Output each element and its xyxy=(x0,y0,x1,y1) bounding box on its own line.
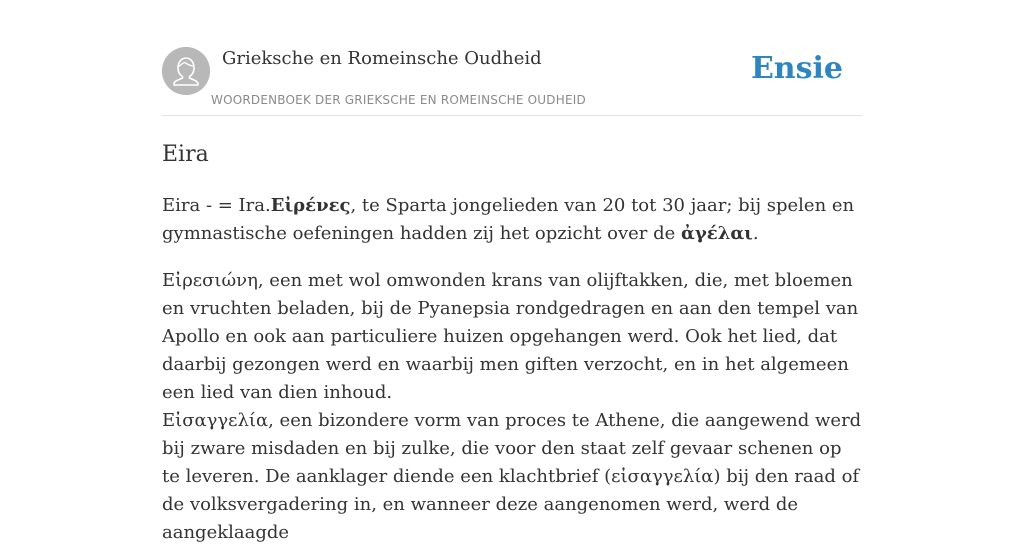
source-title[interactable]: Grieksche en Romeinsche Oudheid xyxy=(222,48,542,69)
user-avatar-icon[interactable] xyxy=(162,47,210,95)
entry-paragraph-2: Εἰρεσιώνη, een met wol omwonden krans van olijftakken, die, met bloemen en vruchten beladen, bij de Pyanepsia rondgedragen en aan den tempel van Apollo en ook aan particuliere huizen opgehangen werd. Ook het lied, dat daarbij gezongen werd en waarbij men giften verzocht, en in het algemeen een lied van dien inhoud. xyxy=(162,270,859,403)
source-header xyxy=(162,47,862,116)
ensie-logo[interactable]: Ensie xyxy=(750,51,843,86)
entry-paragraph-1 xyxy=(162,192,862,248)
entry-text: . xyxy=(752,223,759,244)
greek-term: ἀγέλαι xyxy=(681,223,753,244)
entry-paragraph-3: Εἰσαγγελία, een bizondere vorm van proces te Athene, die aangewend werd bij zware misdaden en bij zulke, die voor den staat zelf gevaar schenen op te leveren. De aanklager diende een klachtbrief (εἰσαγγελία) bij den raad of de volksvergadering in, en wanneer deze aangenomen werd, werd de aangeklaagde xyxy=(162,410,862,543)
source-subtitle[interactable]: WOORDENBOEK DER GRIEKSCHE EN ROMEINSCHE OUDHEID xyxy=(211,93,586,107)
entry-content xyxy=(162,140,862,547)
greek-term: Εἰρένες xyxy=(270,195,351,216)
page-title: Eira xyxy=(162,142,209,167)
entry-text: Eira - = Ira. xyxy=(162,195,271,216)
entry-text: , te Sparta jongelieden van 20 tot 30 jaar; bij spelen en gymnastische oefeningen hadden zij het opzicht over de xyxy=(162,195,855,244)
